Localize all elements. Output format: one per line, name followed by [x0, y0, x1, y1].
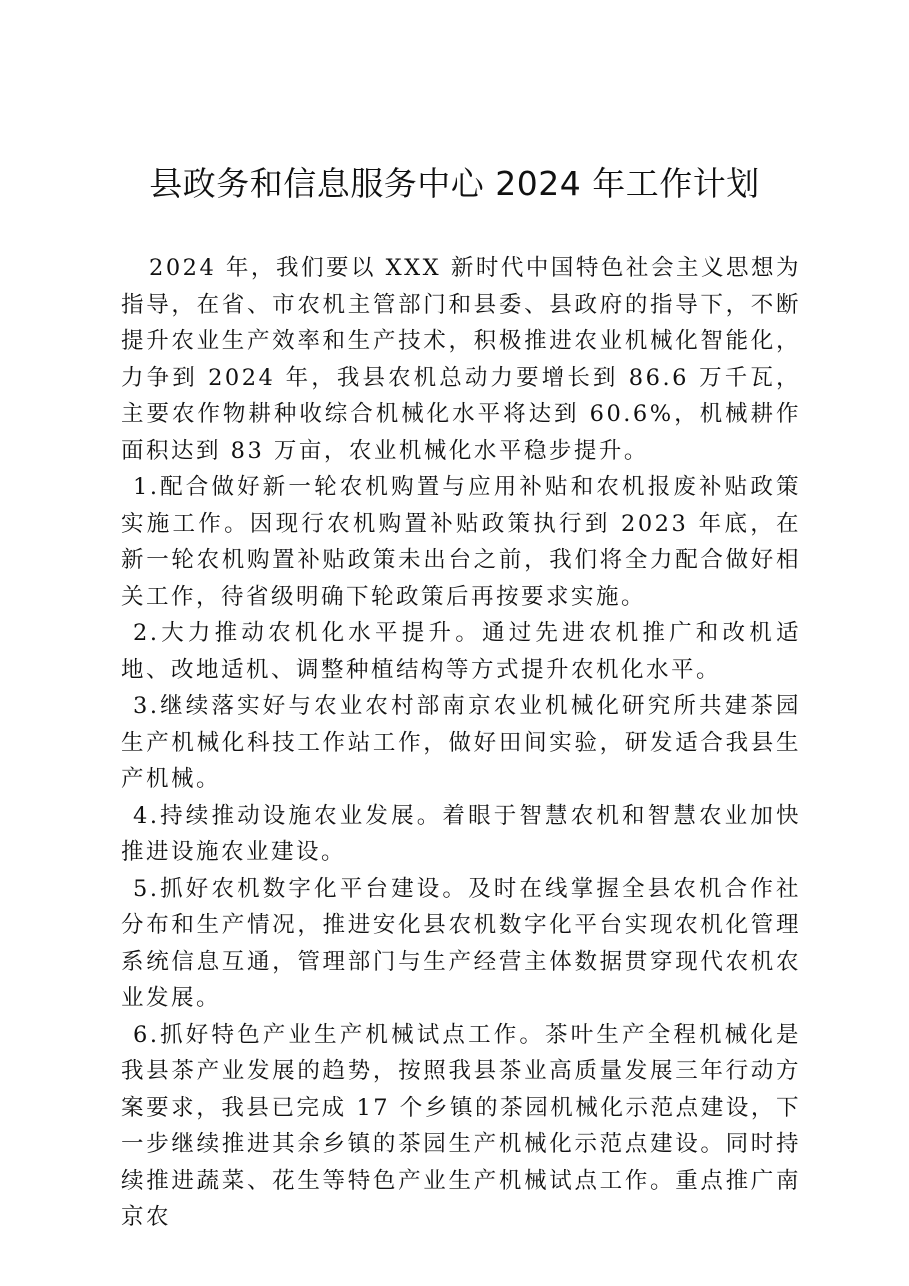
plan-item-1: 1.配合做好新一轮农机购置与应用补贴和农机报废补贴政策实施工作。因现行农机购置补贴政策执行到 2023 年底，在新一轮农机购置补贴政策未出台之前，我们将全力配合做好相关工作，待省级明确下轮政策后再按要求实施。: [121, 474, 801, 610]
document-title: 县政务和信息服务中心 2024 年工作计划: [149, 164, 760, 203]
plan-item-3: 3.继续落实好与农业农村部南京农业机械化研究所共建茶园生产机械化科技工作站工作，做好田间实验，研发适合我县生产机械。: [121, 693, 801, 792]
intro-paragraph: 2024 年，我们要以 XXX 新时代中国特色社会主义思想为指导，在省、市农机主管部门和县委、县政府的指导下，不断提升农业生产效率和生产技术，积极推进农业机械化智能化，力争到 2024 年，我县农机总动力要增长到 86.6 万千瓦，主要农作物耕种收综合机械化水平将达到 60.6%，机械耕作面积达到 83 万亩，农业机械化水平稳步提升。: [121, 255, 801, 464]
plan-item-6: 6.抓好特色产业生产机械试点工作。茶叶生产全程机械化是我县茶产业发展的趋势，按照我县茶业高质量发展三年行动方案要求，我县已完成 17 个乡镇的茶园机械化示范点建设，下一步继续推进其余乡镇的茶园生产机械化示范点建设。同时持续推进蔬菜、花生等特色产业生产机械试点工作。重点推广南京农: [121, 1021, 801, 1230]
document-body: [121, 250, 801, 1236]
plan-item-5: 5.抓好农机数字化平台建设。及时在线掌握全县农机合作社分布和生产情况，推进安化县农机数字化平台实现农机化管理系统信息互通，管理部门与生产经营主体数据贯穿现代农机农业发展。: [121, 875, 801, 1011]
plan-item-4: 4.持续推动设施农业发展。着眼于智慧农机和智慧农业加快推进设施农业建设。: [121, 802, 801, 865]
plan-item-2: 2.大力推动农机化水平提升。通过先进农机推广和改机适地、改地适机、调整种植结构等方式提升农机化水平。: [121, 620, 801, 683]
